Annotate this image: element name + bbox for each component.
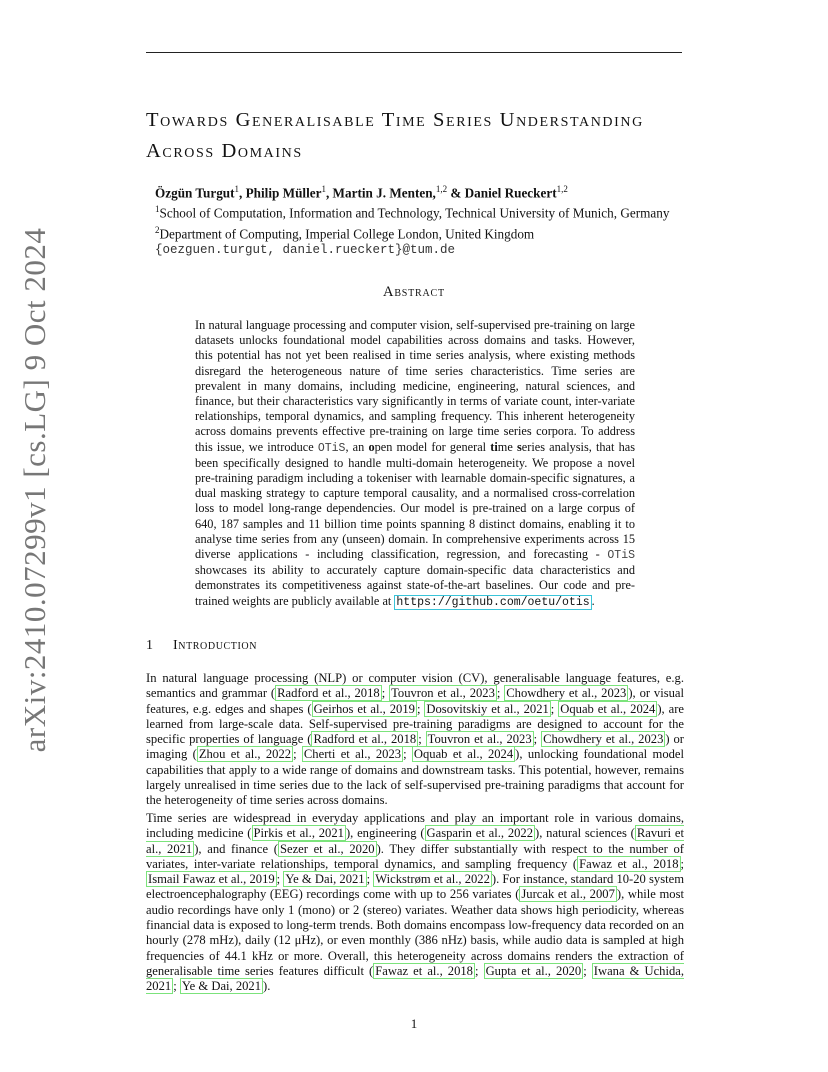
citation-link[interactable]: Radford et al., 2018 [277, 686, 380, 701]
abstract-segment: showcases its ability to accurately capture domain-specific data characteristics and demonstrates its competitiveness against state-of-the-art baselines. Our code and pre-trained weights are publicly available at [195, 563, 635, 608]
citation-link[interactable]: Zhou et al., 2022 [198, 747, 292, 762]
intro-paragraph-2 [146, 811, 684, 995]
arxiv-watermark [10, 227, 60, 753]
abstract-segment: In natural language processing and computer vision, self-supervised pre-training on large datasets unlocks foundational model capabilities across domains and tasks. However, this potential has not yet been realised in time series analysis, where existing methods disregard the heterogeneous nature of time series characteristics. Time series are prevalent in many domains, including medicine, engineering, natural sciences, and finance, but their characteristics vary significantly in terms of variate count, inter-variate relationships, temporal dynamics, and sampling frequency. This inherent heterogeneity across domains prevents effective pre-training on large time series corpora. To address this issue, we introduce [195, 318, 635, 454]
affiliation-1 [155, 201, 715, 221]
section-heading [146, 638, 257, 654]
author-block [155, 181, 715, 258]
abstract-segment: pen model for general [374, 439, 491, 454]
author-email: {oezguen.turgut, daniel.rueckert}@tum.de [155, 243, 456, 258]
paragraph-segment: ), are learned from large-scale data. Self-supervised pre-training paradigms are designed to account for the specific properties of language ( [146, 701, 685, 747]
citation-link[interactable]: Ravuri et al., 2021 [146, 826, 684, 856]
citation-link[interactable]: Jurcak et al., 2007 [521, 887, 615, 902]
author-name: & Daniel Rueckert [450, 185, 557, 201]
page-number: 1 [410, 1016, 418, 1031]
citation-link[interactable]: Fawaz et al., 2018 [375, 963, 473, 978]
paragraph-segment: ), natural sciences ( [535, 826, 635, 841]
separator: ; [381, 686, 390, 701]
paragraph-segment: ), engineering ( [345, 826, 425, 841]
model-name: OTiS [317, 441, 346, 455]
citation-link[interactable]: Ye & Dai, 2021 [285, 872, 365, 887]
citation-link[interactable]: Oquab et al., 2024 [413, 747, 514, 762]
citation-link[interactable]: Pirkis et al., 2021 [253, 826, 344, 841]
author-name: Philip Müller [245, 185, 322, 201]
paragraph-segment: ) or imaging ( [146, 732, 685, 762]
affiliation-text: School of Computation, Information and Technology, Technical University of Munich, Germany [159, 205, 670, 221]
affiliation-marker: 1 [321, 184, 326, 194]
acronym-letter: o [368, 439, 375, 454]
paragraph-segment: Time series are widespread in everyday applications and play an important role in various domains, including medicine ( [146, 811, 684, 841]
affiliation-marker: 1,2 [556, 184, 568, 194]
paper-title: Towards Generalisable Time Series Understanding Across Domains [146, 109, 644, 162]
separator: ; [680, 856, 684, 871]
citation-link[interactable]: Cherti et al., 2023 [303, 747, 402, 762]
paragraph-segment: ). They differ substantially with respect to the number of variates, inter-variate relationships, temporal dynamics, and sampling frequency ( [146, 841, 685, 871]
paragraph-segment: ), unlocking foundational model capabilities that apply to a wide range of domains and downstream tasks. This potential, however, remains largely unrealised in time series due to the lack of self-supervised pre-training paradigms that account for the heterogeneity of time series across domains. [146, 747, 684, 808]
abstract-segment: me [497, 439, 517, 454]
citation-link[interactable]: Touvron et al., 2023 [391, 686, 495, 701]
separator: ; [173, 979, 180, 994]
citation-link[interactable]: Dosovitskiy et al., 2021 [426, 701, 549, 716]
citation-link[interactable]: Oquab et al., 2024 [560, 701, 656, 716]
paragraph-segment: In natural language processing (NLP) or computer vision (CV), generalisable language features, e.g. semantics and grammar ( [146, 671, 684, 701]
affiliation-marker: 1 [234, 184, 240, 194]
abstract-segment: . [591, 593, 595, 608]
abstract-heading: Abstract [383, 284, 445, 300]
author-names: Özgün Turgut$^1$, Philip Müller$^1$, Martin J. Menten,$^{1,2}$ & Daniel Rueckert$^{1,2}$ [155, 184, 568, 201]
acronym-letter: s [516, 439, 522, 454]
affiliation-text: Department of Computing, Imperial College London, United Kingdom [159, 226, 535, 242]
paragraph-segment: ), and finance ( [194, 841, 278, 856]
paragraph-segment: ), or visual features, e.g. edges and shapes ( [146, 686, 685, 716]
model-name: OTiS [607, 549, 635, 563]
acronym-letter: ti [490, 439, 498, 454]
citation-link[interactable]: Ye & Dai, 2021 [181, 979, 262, 994]
top-rule [146, 52, 682, 53]
affiliation-marker: 2 [155, 224, 160, 235]
citation-link[interactable]: Chowdhery et al., 2023 [543, 732, 664, 747]
separator: ; [293, 747, 302, 762]
author-name: Martin J. Menten, [332, 185, 436, 201]
section-number: 1 [146, 638, 154, 653]
paragraph-segment: ). [263, 979, 271, 994]
citation-link[interactable]: Chowdhery et al., 2023 [506, 686, 627, 701]
separator: ; [583, 963, 592, 978]
separator: ; [418, 732, 426, 747]
intro-paragraph-1 [146, 671, 684, 809]
citation-link[interactable]: Iwana & Uchida, 2021 [146, 963, 685, 994]
citation-link[interactable]: Geirhos et al., 2019 [313, 701, 415, 716]
separator: ; [533, 732, 542, 747]
abstract-segment: , an [345, 439, 369, 454]
arxiv-identifier: arXiv:2410.07299v1 [cs.LG] 9 Oct 2024 [17, 227, 52, 753]
citation-link[interactable]: Gasparin et al., 2022 [426, 826, 534, 841]
separator: ; [366, 872, 374, 887]
citation-link[interactable]: Gupta et al., 2020 [485, 963, 582, 978]
affiliation-2 [155, 222, 715, 242]
affiliation-marker: 1 [155, 204, 160, 215]
section-title: Introduction [173, 638, 258, 653]
separator: ; [474, 963, 484, 978]
citation-link[interactable]: Ismail Fawaz et al., 2019 [148, 872, 275, 887]
code-link[interactable]: https://github.com/oetu/otis [396, 595, 590, 609]
separator: ; [403, 747, 412, 762]
citation-link[interactable]: Wickstrøm et al., 2022 [375, 872, 490, 887]
abstract-text [195, 318, 635, 610]
affiliation-marker: 1,2 [435, 184, 448, 194]
citation-link[interactable]: Fawaz et al., 2018 [579, 856, 679, 871]
citation-link[interactable]: Touvron et al., 2023 [427, 732, 532, 747]
citation-link[interactable]: Radford et al., 2018 [313, 732, 417, 747]
author-name: Özgün Turgut [155, 185, 235, 201]
separator: ; [276, 872, 284, 887]
abstract-segment: eries analysis, that has been specifically designed to handle multi-domain heterogeneity. We propose a novel pre-training paradigm including a tokeniser with learnable domain-specific signatures, a dual masking strategy to capture temporal causality, and a normalised cross-correlation loss to model long-range dependencies. Our model is pre-trained on a large corpus of 640, 187 samples and 11 billion time points spanning 8 distinct domains, enabling it to analyse time series from any (unseen) domain. In comprehensive experiments across 15 diverse applications - including classification, regression, and forecasting - [195, 439, 635, 562]
separator: ; [496, 686, 505, 701]
paragraph-segment: ). For instance, standard 10-20 system electroencephalography (EEG) recordings come with up to 256 variates ( [146, 872, 684, 902]
citation-link[interactable]: Sezer et al., 2020 [279, 841, 375, 856]
separator: ; [416, 701, 425, 716]
paragraph-segment: ), while most audio recordings have only 1 (mono) or 2 (stereo) variates. Weather data shows high periodicity, whereas financial data is exposed to long-term trends. Both domains encompass low-frequency data recorded on an hourly (278 mHz), daily (12 μHz), or even monthly (386 nHz) basis, while audio data is sampled at high frequencies of 44.1 kHz or more. Overall, this heterogeneity across domains renders the extraction of generalisable time series features difficult ( [146, 887, 684, 978]
separator: ; [550, 701, 559, 716]
